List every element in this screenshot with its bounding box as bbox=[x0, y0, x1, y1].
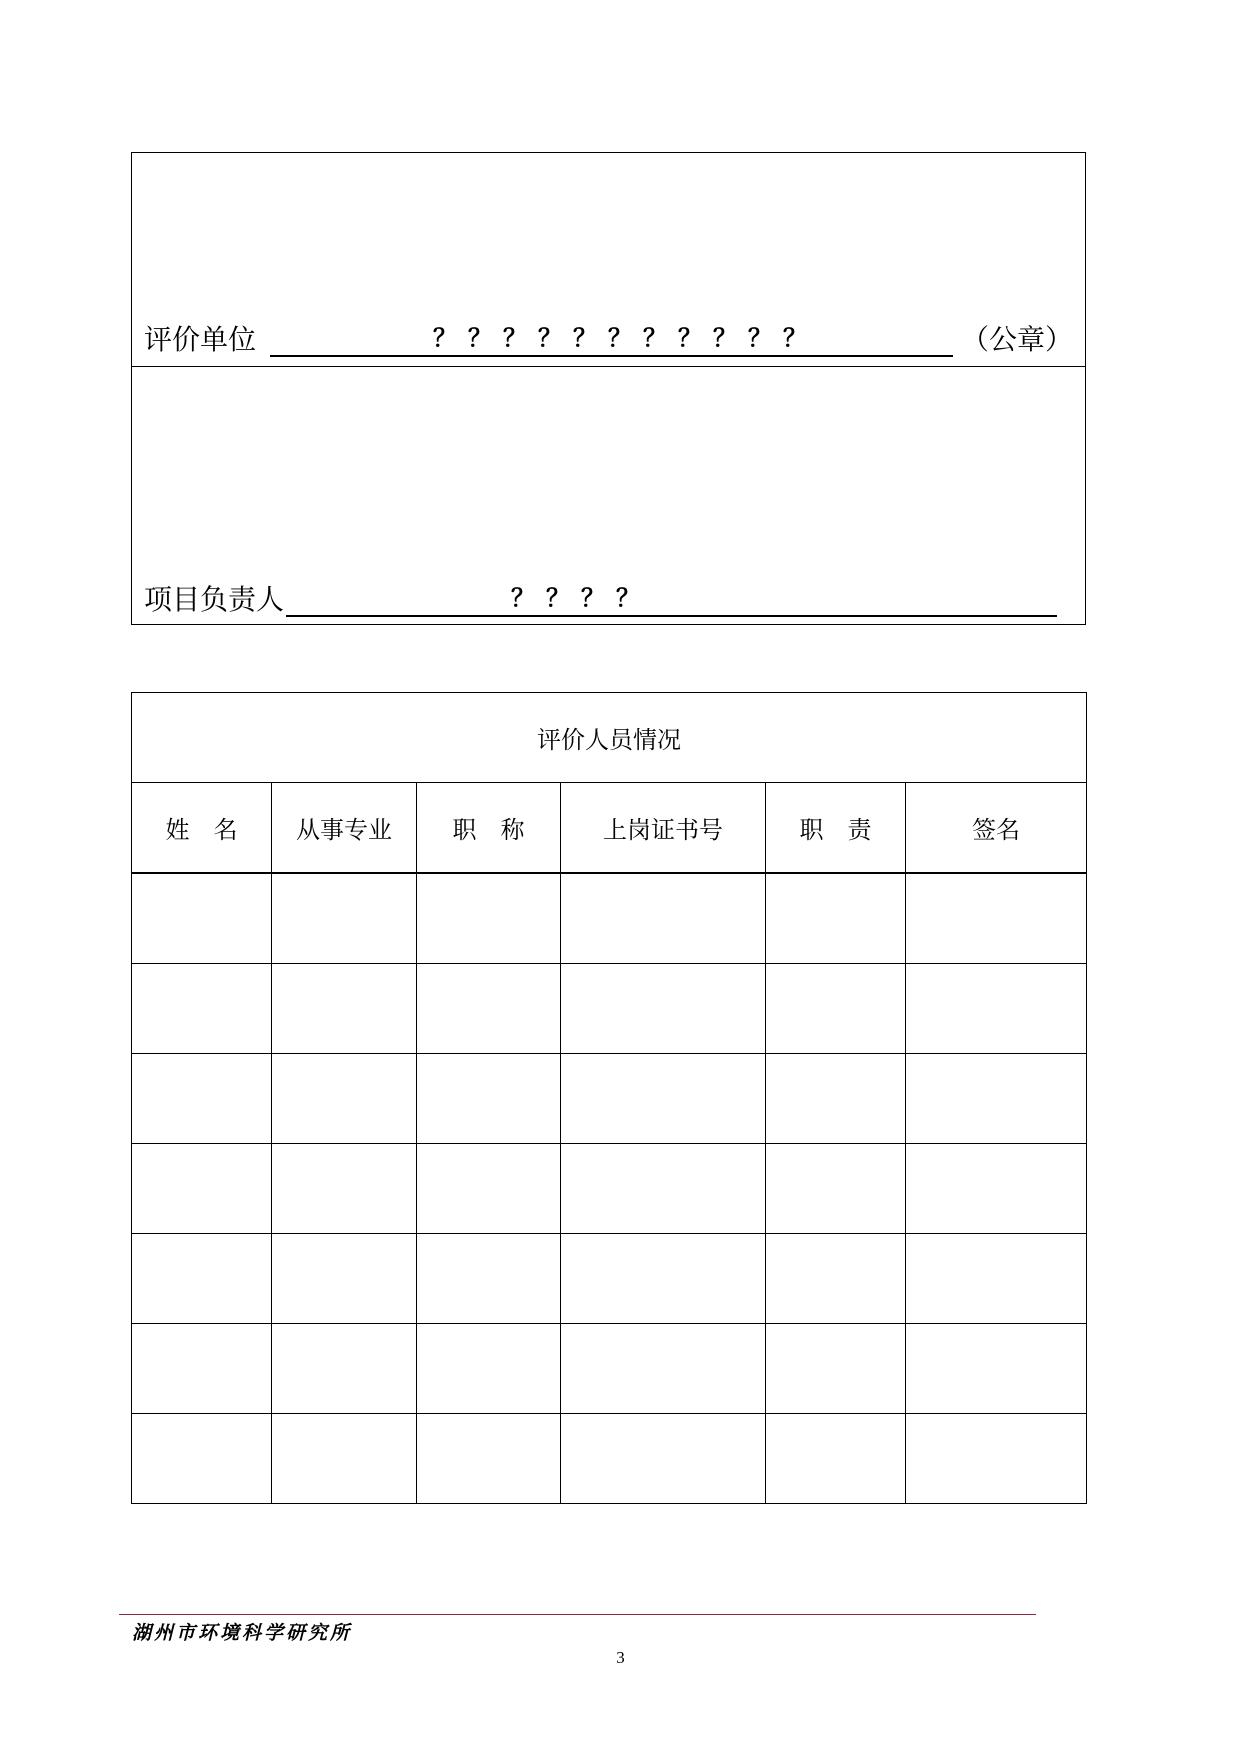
title-cell[interactable] bbox=[417, 873, 561, 964]
column-header-duty: 职 责 bbox=[766, 783, 906, 874]
specialty-cell[interactable] bbox=[272, 1144, 417, 1234]
duty-cell[interactable] bbox=[766, 1234, 906, 1324]
official-seal-label: （公章） bbox=[960, 323, 1073, 356]
table-row bbox=[132, 964, 1087, 1054]
project-lead-field[interactable] bbox=[286, 583, 1057, 617]
signature-cell[interactable] bbox=[906, 1324, 1087, 1414]
name-cell[interactable] bbox=[132, 1324, 272, 1414]
title-cell[interactable] bbox=[417, 1054, 561, 1144]
footer-divider bbox=[119, 1614, 1036, 1615]
assessment-unit-label: 评价单位 bbox=[144, 323, 257, 356]
name-cell[interactable] bbox=[132, 964, 272, 1054]
table-row bbox=[132, 1054, 1087, 1144]
certificate-cell[interactable] bbox=[561, 1414, 766, 1504]
certificate-cell[interactable] bbox=[561, 964, 766, 1054]
specialty-cell[interactable] bbox=[272, 1414, 417, 1504]
title-cell[interactable] bbox=[417, 964, 561, 1054]
assessment-unit-row bbox=[144, 323, 1073, 357]
duty-cell[interactable] bbox=[766, 1414, 906, 1504]
name-cell[interactable] bbox=[132, 1234, 272, 1324]
duty-cell[interactable] bbox=[766, 1054, 906, 1144]
name-cell[interactable] bbox=[132, 1414, 272, 1504]
title-cell[interactable] bbox=[417, 1324, 561, 1414]
column-header-signature: 签名 bbox=[906, 783, 1087, 874]
table-row bbox=[132, 1234, 1087, 1324]
table-row bbox=[132, 1144, 1087, 1234]
table-caption: 评价人员情况 bbox=[132, 693, 1087, 783]
specialty-cell[interactable] bbox=[272, 964, 417, 1054]
specialty-cell[interactable] bbox=[272, 873, 417, 964]
specialty-cell[interactable] bbox=[272, 1234, 417, 1324]
signature-cell[interactable] bbox=[906, 1234, 1087, 1324]
assessment-unit-value: ？？？？？？？？？？？ bbox=[433, 323, 819, 352]
signature-cell[interactable] bbox=[906, 964, 1087, 1054]
certificate-cell[interactable] bbox=[561, 1144, 766, 1234]
certificate-cell[interactable] bbox=[561, 1234, 766, 1324]
table-header-row bbox=[132, 783, 1087, 874]
name-cell[interactable] bbox=[132, 1054, 272, 1144]
signature-cell[interactable] bbox=[906, 1414, 1087, 1504]
project-lead-row bbox=[144, 583, 1057, 617]
column-header-specialty: 从事专业 bbox=[272, 783, 417, 874]
title-cell[interactable] bbox=[417, 1144, 561, 1234]
signature-cell[interactable] bbox=[906, 1054, 1087, 1144]
signature-box bbox=[131, 152, 1086, 625]
specialty-cell[interactable] bbox=[272, 1054, 417, 1144]
table-row bbox=[132, 1324, 1087, 1414]
certificate-cell[interactable] bbox=[561, 1054, 766, 1144]
certificate-cell[interactable] bbox=[561, 873, 766, 964]
table-row bbox=[132, 1414, 1087, 1504]
duty-cell[interactable] bbox=[766, 873, 906, 964]
column-header-name: 姓 名 bbox=[132, 783, 272, 874]
table-row bbox=[132, 873, 1087, 964]
column-header-certificate: 上岗证书号 bbox=[561, 783, 766, 874]
title-cell[interactable] bbox=[417, 1414, 561, 1504]
certificate-cell[interactable] bbox=[561, 1324, 766, 1414]
staff-table bbox=[131, 692, 1087, 1504]
signature-cell[interactable] bbox=[906, 873, 1087, 964]
project-lead-label: 项目负责人 bbox=[144, 583, 285, 616]
assessment-unit-field[interactable] bbox=[270, 323, 953, 357]
footer-organization: 湖州市环境科学研究所 bbox=[132, 1622, 353, 1644]
duty-cell[interactable] bbox=[766, 1144, 906, 1234]
column-header-title: 职 称 bbox=[417, 783, 561, 874]
duty-cell[interactable] bbox=[766, 1324, 906, 1414]
project-lead-value: ？？？？ bbox=[511, 583, 652, 612]
signature-cell[interactable] bbox=[906, 1144, 1087, 1234]
name-cell[interactable] bbox=[132, 1144, 272, 1234]
title-cell[interactable] bbox=[417, 1234, 561, 1324]
page-number: 3 bbox=[616, 1648, 625, 1667]
name-cell[interactable] bbox=[132, 873, 272, 964]
specialty-cell[interactable] bbox=[272, 1324, 417, 1414]
duty-cell[interactable] bbox=[766, 964, 906, 1054]
box-divider bbox=[132, 366, 1085, 367]
